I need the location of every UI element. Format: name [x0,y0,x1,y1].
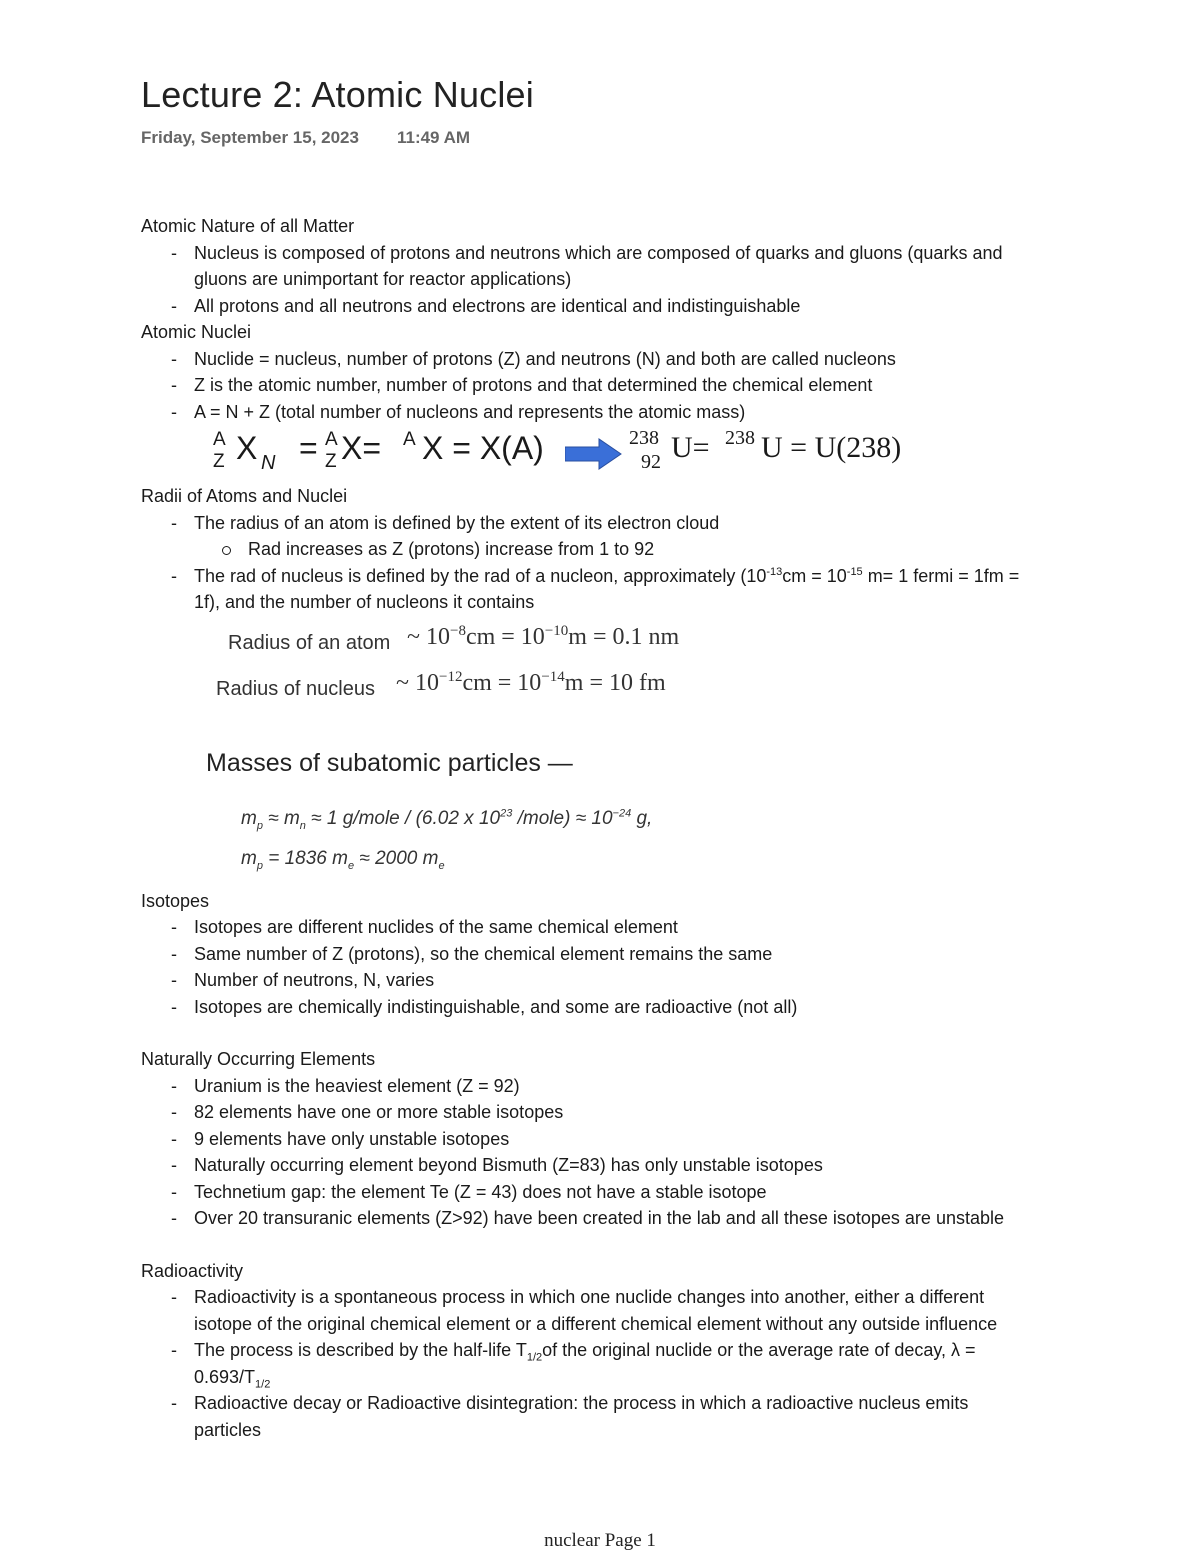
text-run: ≈ 1 g/mole / (6.02 x 10 [305,807,501,829]
eq-a-superscript: A [213,429,226,450]
list-item: - 82 elements have one or more stable isotopes [141,1099,1021,1126]
section-heading-radii: Radii of Atoms and Nuclei [141,486,348,506]
subscript: n [299,819,306,832]
text-run: of the original nuclide or the average rate of decay, λ = 0.693/T [194,1340,976,1387]
eq-a-superscript-3: A [403,429,416,450]
list-nuclei [141,346,1021,426]
page-date: Friday, September 15, 2023 [141,128,359,147]
text-run: ~ 10 [396,669,439,696]
list-item [141,1337,1021,1390]
superscript: -15 [846,565,863,578]
spacer [141,1020,1021,1046]
list-item: - Technetium gap: the element Te (Z = 43) does not have a stable isotope [141,1179,1021,1206]
eq-z-subscript: Z [213,451,225,472]
list-item [141,563,1021,616]
list-radioactivity [141,1284,1021,1443]
superscript: −8 [449,622,466,639]
text-run: m = 10 fm [564,669,666,696]
text-run: = 1836 m [262,847,348,869]
radius-nucleus-value [396,670,666,697]
eq-z-subscript-2: Z [325,451,337,472]
list-matter [141,240,1021,320]
list-isotopes [141,914,1021,1020]
list-item: - The radius of an atom is defined by the extent of its electron cloud [141,510,1021,537]
masses-line-1 [241,806,652,833]
text-run: m [241,807,257,829]
masses-image [141,736,1021,888]
masses-heading: Masses of subatomic particles — [206,748,573,777]
page-footer: nuclear Page 1 [544,1530,656,1551]
eq-x-equals: X= [341,430,382,466]
superscript: −14 [541,668,565,685]
right-arrow-icon [565,437,623,471]
text-run: cm = 10 [462,669,542,696]
text-run: The process is described by the half-life T [194,1340,527,1360]
list-item: - Isotopes are different nuclides of the same chemical element [141,914,1021,941]
eq-equals: = [299,430,318,466]
list-item: - Nuclide = nucleus, number of protons (Z) and neutrons (N) and both are called nucleons [141,346,1021,373]
list-item: - Radioactive decay or Radioactive disintegration: the process in which a radioactive nucleus emits particles [141,1390,1021,1443]
text-run: ~ 10 [407,623,450,650]
list-item: - All protons and all neutrons and electrons are identical and indistinguishable [141,293,1021,320]
radii-equations-image [141,616,1021,736]
superscript: −24 [612,807,632,820]
eq-a-superscript-2: A [325,429,338,450]
eq-u-equals: U= [671,431,710,464]
page-dateline [141,128,470,148]
eq-n-subscript: N [261,452,276,474]
page-time: 11:49 AM [396,128,471,147]
note-body [141,213,1021,1443]
eq-u-mass-number-2: 238 [725,427,755,449]
list-item: - Nucleus is composed of protons and neutrons which are composed of quarks and gluons (quarks and gluons are unimportant for reactor applications) [141,240,1021,293]
list-item: - Isotopes are chemically indistinguishable, and some are radioactive (not all) [141,994,1021,1021]
text-run: cm = 10 [465,623,545,650]
masses-line-2 [241,846,445,873]
radius-nucleus-label: Radius of nucleus [216,677,375,700]
subscript: 1/2 [255,1378,271,1391]
subscript: 1/2 [526,1351,543,1364]
spacer [141,1232,1021,1258]
section-heading-matter: Atomic Nature of all Matter [141,216,355,236]
text-run: The rad of nucleus is defined by the rad of a nucleon, approximately (10 [194,565,767,586]
list-item: - Radioactivity is a spontaneous process in which one nuclide changes into another, either a different isotope of the original chemical element or a different chemical element without any outside influence [141,1284,1021,1337]
list-item: - Z is the atomic number, number of protons and that determined the chemical element [141,372,1021,399]
subscript: e [347,859,355,872]
eq-x-symbol: X [236,430,258,466]
superscript: −12 [438,668,463,685]
subscript: p [256,859,263,872]
list-natural [141,1073,1021,1232]
eq-u-of-238: U = U(238) [761,431,902,464]
radius-atom-value [407,624,679,651]
text-run: ≈ m [262,807,300,829]
eq-u-atomic-number: 92 [641,451,661,473]
superscript: 23 [500,807,513,820]
page-title: Lecture 2: Atomic Nuclei [141,74,534,115]
text-run: m= 1 fermi = 1fm = 1f), and the number of nucleons it contains [194,565,1020,612]
list-item: - 9 elements have only unstable isotopes [141,1126,1021,1153]
text-run: /mole) ≈ 10 [512,807,613,829]
section-heading-isotopes: Isotopes [141,890,210,911]
text-run: cm = 10 [782,565,847,586]
text-run: g, [631,807,653,829]
list-item: - Uranium is the heaviest element (Z = 92) [141,1073,1021,1100]
section-heading-radioactivity: Radioactivity [141,1260,244,1281]
list-item: - Over 20 transuranic elements (Z>92) have been created in the lab and all these isotopes are unstable [141,1205,1021,1232]
list-item: - Same number of Z (protons), so the chemical element remains the same [141,941,1021,968]
list-item: - A = N + Z (total number of nucleons and represents the atomic mass) [141,399,1021,426]
nuclide-notation-equation [141,425,1021,483]
list-item: - Number of neutrons, N, varies [141,967,1021,994]
subscript: p [256,819,263,832]
subscript: e [438,859,445,872]
eq-x-of-a: X = X(A) [422,430,544,466]
section-heading-nuclei: Atomic Nuclei [141,322,252,342]
superscript: −10 [544,622,569,639]
section-heading-natural: Naturally Occurring Elements [141,1049,376,1069]
eq-u-mass-number: 238 [629,427,659,449]
superscript: -13 [766,565,783,578]
radius-atom-label: Radius of an atom [228,631,391,654]
list-subitem: Rad increases as Z (protons) increase from 1 to 92 [141,536,1021,563]
list-item: - Naturally occurring element beyond Bismuth (Z=83) has only unstable isotopes [141,1152,1021,1179]
list-radii [141,510,1021,616]
text-run: ≈ 2000 m [354,847,439,869]
text-run: m [241,847,257,869]
text-run: m = 0.1 nm [568,623,680,650]
